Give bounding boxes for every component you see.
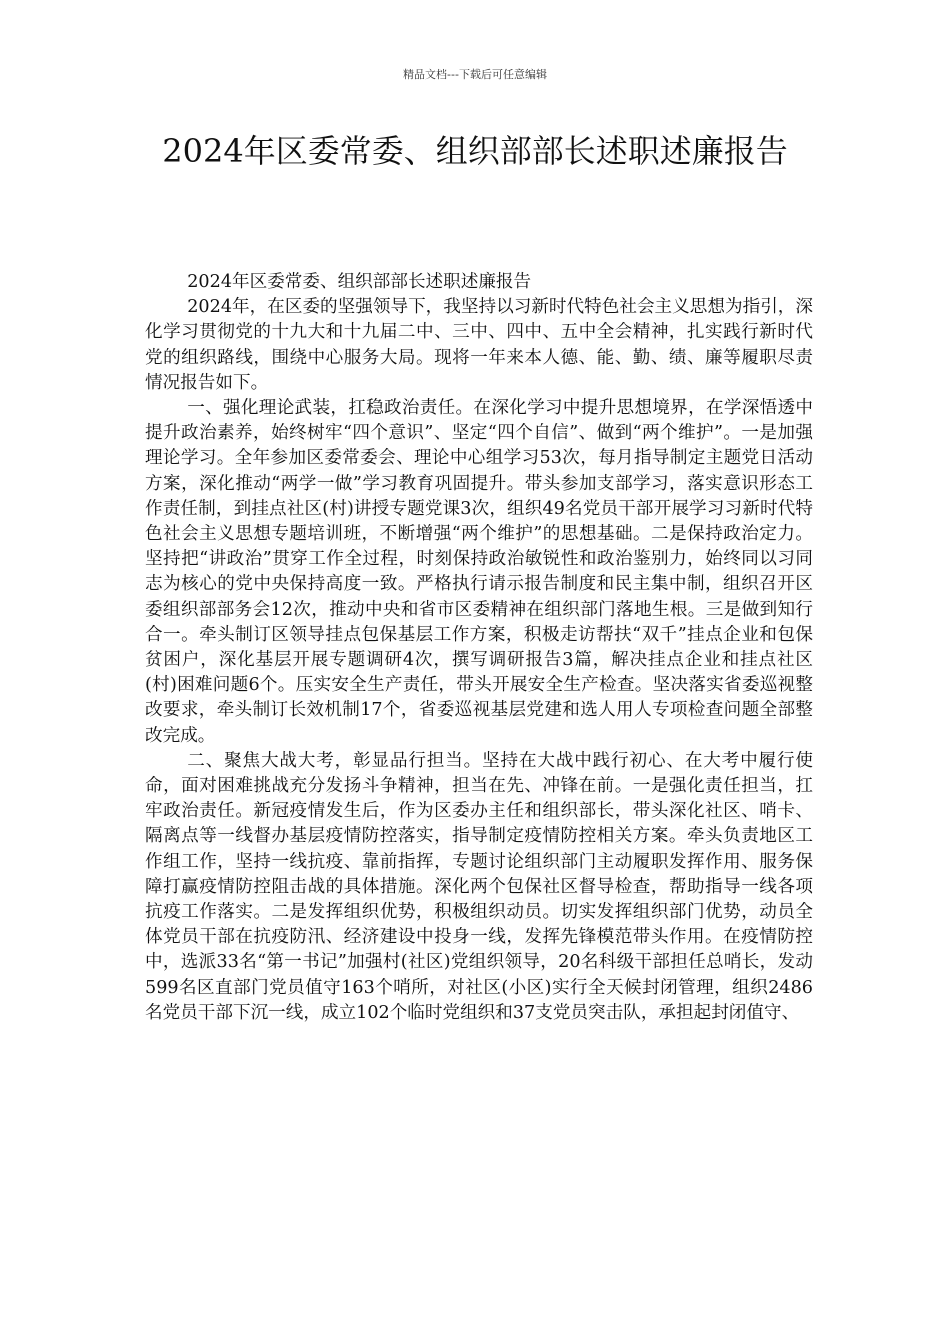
body-paragraph-section-2: 二、聚焦大战大考，彰显品行担当。坚持在大战中践行初心、在大考中履行使命，面对困难挑战充分发扬斗争精神，担当在先、冲锋在前。一是强化责任担当，扛牢政治责任。新冠疫情发生后，作为区委办主任和组织部长，带头深化社区、哨卡、隔离点等一线督办基层疫情防控落实，指导制定疫情防控相关方案。牵头负责地区工作组工作，坚持一线抗疫、靠前指挥，专题讨论组织部门主动履职发挥作用、服务保障打赢疫情防控阻击战的具体措施。深化两个包保社区督导检查，帮助指导一线各项抗疫工作落实。二是发挥组织优势，积极组织动员。切实发挥组织部门优势，动员全体党员干部在抗疫防汛、经济建设中投身一线，发挥先锋模范带头作用。在疫情防控中，选派33名“第一书记”加强村(社区)党组织领导，20名科级干部担任总哨长，发动599名区直部门党员值守163个哨所，对社区(小区)实行全天候封闭管理，组织2486名党员干部下沉一线，成立102个临时党组织和37支党员突击队，承担起封闭值守、	[145, 750, 813, 1023]
document-title: 2024年区委常委、组织部部长述职述廉报告	[162, 132, 788, 170]
body-paragraph-intro: 2024年，在区委的坚强领导下，我坚持以习新时代特色社会主义思想为指引，深化学习贯彻党的十九大和十九届二中、三中、四中、五中全会精神，扎实践行新时代党的组织路线，围绕中心服务大局。现将一年来本人德、能、勤、绩、廉等履职尽责情况报告如下。	[145, 297, 813, 393]
document-body	[145, 270, 813, 1026]
body-paragraph-section-1: 一、强化理论武装，扛稳政治责任。在深化学习中提升思想境界，在学深悟透中提升政治素养，始终树牢“四个意识”、坚定“四个自信”、做到“两个维护”。一是加强理论学习。全年参加区委常委会、理论中心组学习53次，每月指导制定主题党日活动方案，深化推动“两学一做”学习教育巩固提升。带头参加支部学习，落实意识形态工作责任制，到挂点社区(村)讲授专题党课3次，组织49名党员干部开展学习习新时代特色社会主义思想专题培训班，不断增强“两个维护”的思想基础。二是保持政治定力。坚持把“讲政治”贯穿工作全过程，时刻保持政治敏锐性和政治鉴别力，始终同以习同志为核心的党中央保持高度一致。严格执行请示报告制度和民主集中制，组织召开区委组织部部务会12次，推动中央和省市区委精神在组织部门落地生根。三是做到知行合一。牵头制订区领导挂点包保基层工作方案，积极走访帮扶“双千”挂点企业和包保贫困户，深化基层开展专题调研4次，撰写调研报告3篇，解决挂点企业和挂点社区(村)困难问题6个。压实安全生产责任，带头开展安全生产检查。坚决落实省委巡视整改要求，牵头制订长效机制17个，省委巡视基层党建和选人用人专项检查问题全部整改完成。	[145, 398, 813, 746]
body-subtitle-paragraph: 2024年区委常委、组织部部长述职述廉报告	[187, 272, 532, 292]
page-header-note: 精品文档---下载后可任意编辑	[403, 68, 547, 81]
